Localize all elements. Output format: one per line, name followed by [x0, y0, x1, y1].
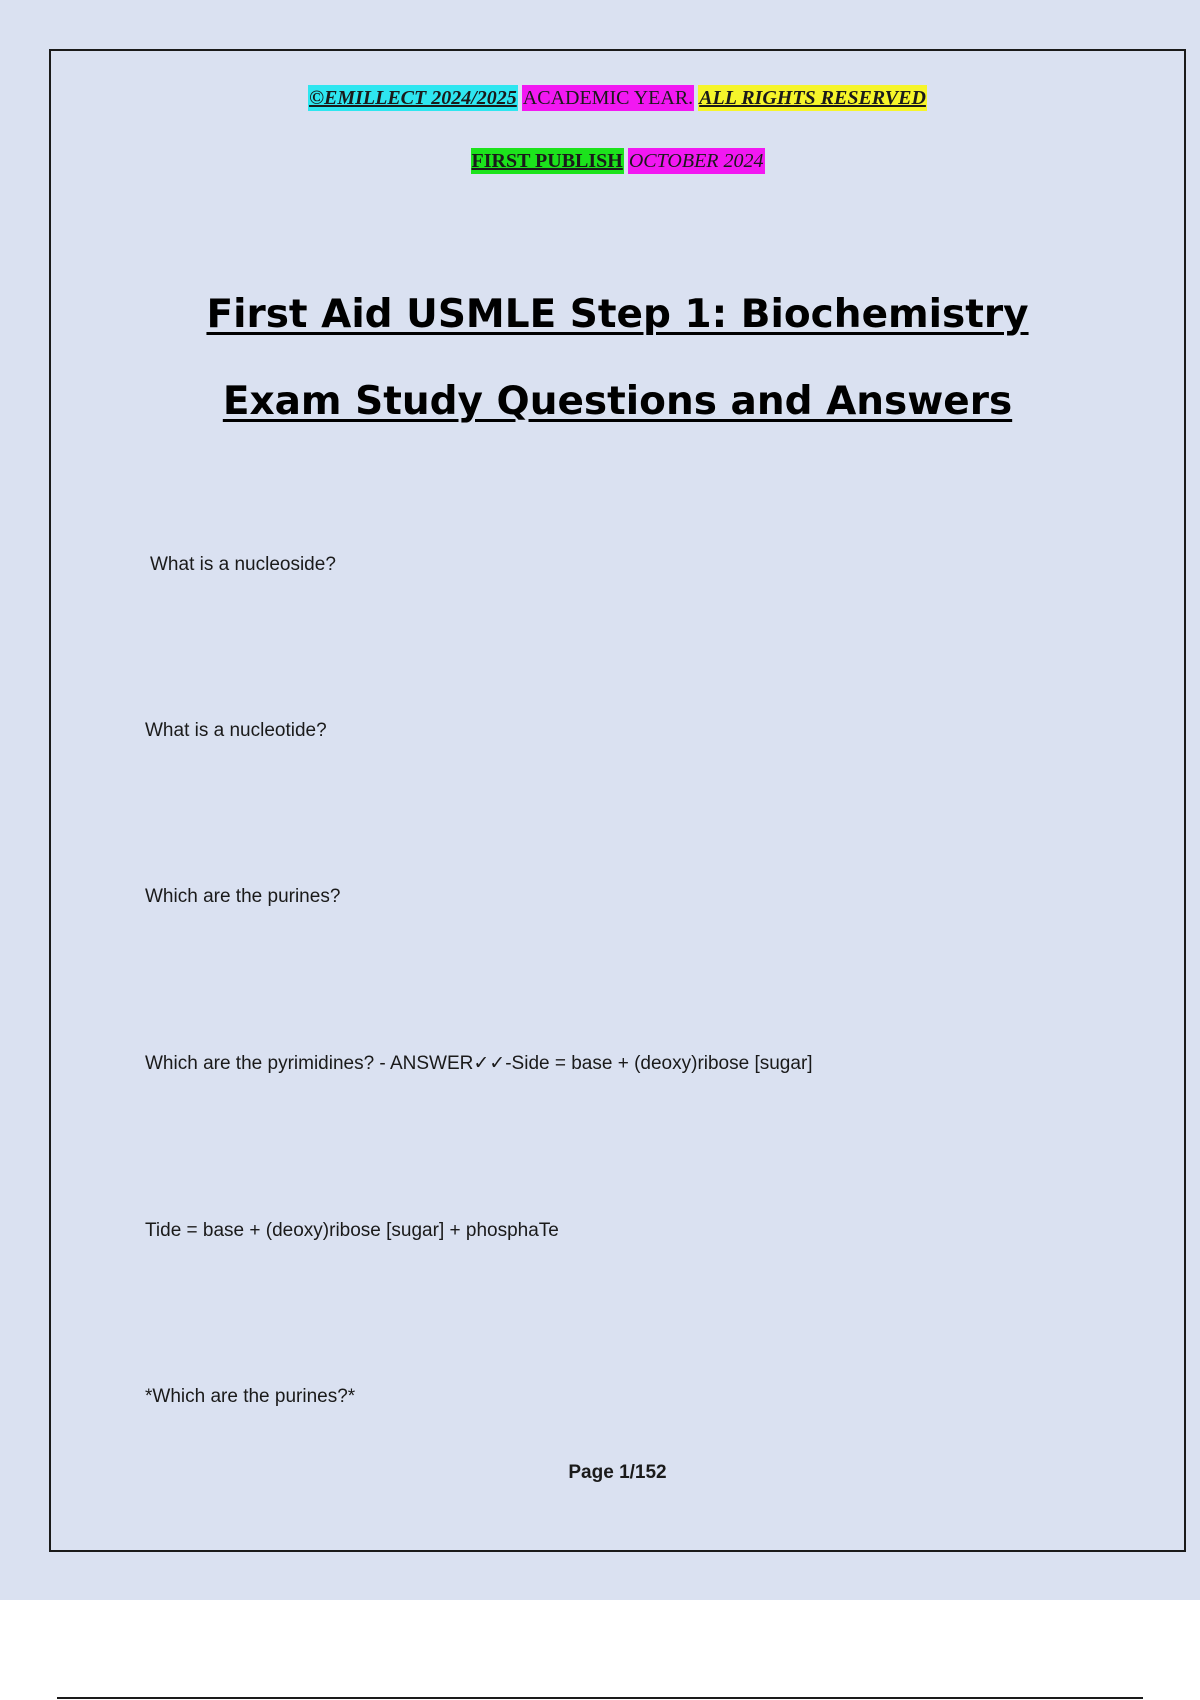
rights-reserved-label: ALL RIGHTS RESERVED [699, 87, 926, 109]
document-page [49, 49, 1186, 1552]
publish-date-label: OCTOBER 2024 [628, 150, 764, 172]
question-nucleotide: What is a nucleotide? [145, 720, 327, 741]
answer-tide-line: Tide = base + (deoxy)ribose [sugar] + phosphaTe [145, 1220, 559, 1241]
question-purines-repeat: *Which are the purines?* [145, 1386, 356, 1407]
question-nucleoside: What is a nucleoside? [150, 554, 336, 575]
academic-year-label: ACADEMIC YEAR. [522, 87, 694, 109]
question-purines: Which are the purines? [145, 886, 341, 907]
question-pyrimidines-answer: Which are the pyrimidines? - ANSWER✓✓-Side = base + (deoxy)ribose [sugar] [145, 1053, 813, 1074]
publish-header [51, 148, 1184, 174]
document-title-line-1: First Aid USMLE Step 1: Biochemistry [206, 292, 1029, 337]
divider [57, 1697, 1143, 1699]
document-title-line-2: Exam Study Questions and Answers [222, 379, 1013, 424]
copyright-label: ©EMILLECT 2024/2025 [309, 87, 517, 109]
first-publish-label: FIRST PUBLISH [471, 150, 623, 172]
copyright-header [51, 85, 1184, 111]
page-number: Page 1/152 [568, 1462, 667, 1483]
